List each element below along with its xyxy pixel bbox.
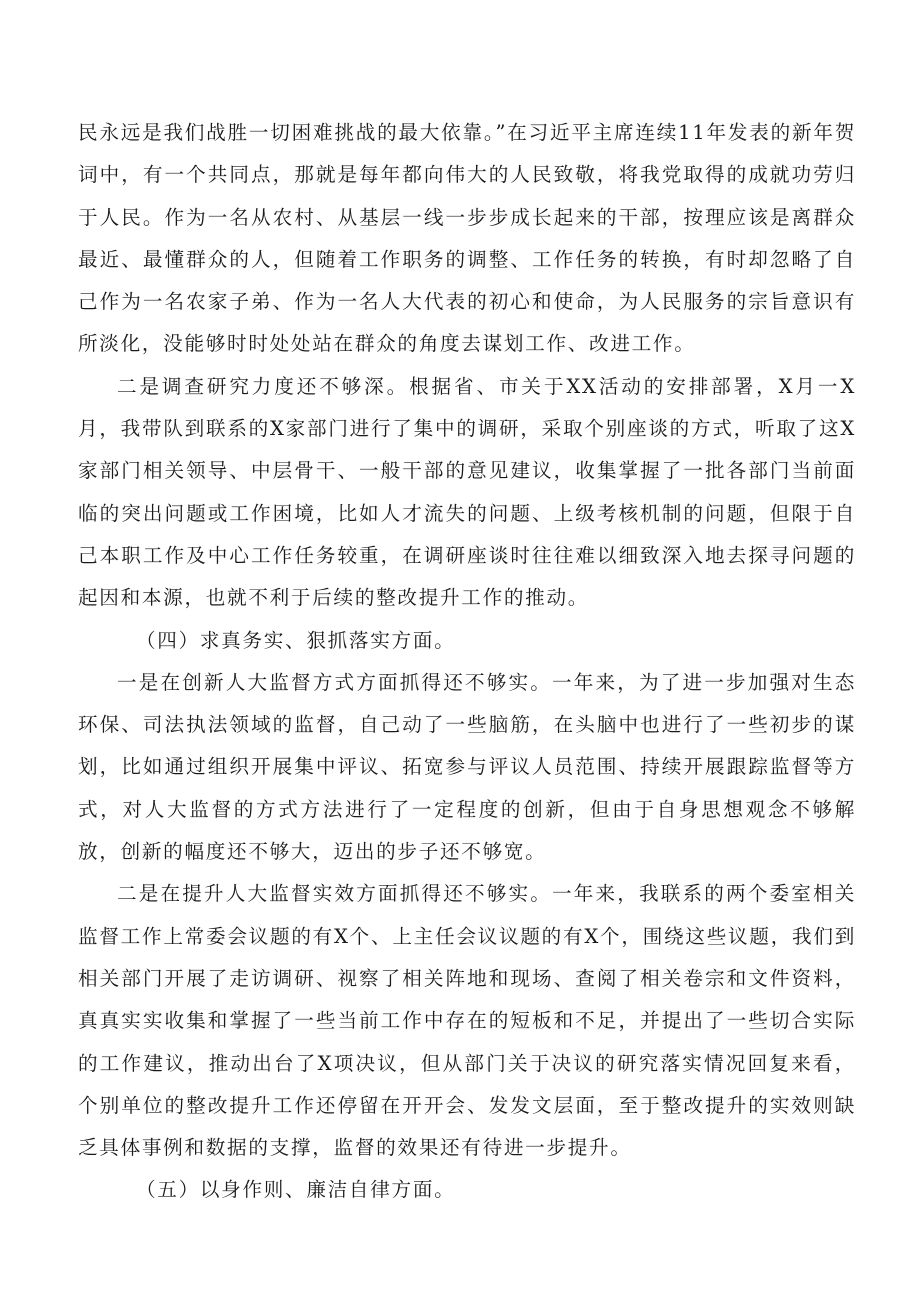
section-heading-5: （五）以身作则、廉洁自律方面。 [136, 1178, 456, 1202]
paragraph-research-depth: 二是调查研究力度还不够深。根据省、市关于XX活动的安排部署，X月一X月，我带队到联系的X家部门进行了集中的调研，采取个别座谈的方式，听取了这X家部门相关领导、中层骨干、一般干部的意见建议，收集掌握了一批各部门当前面临的突出问题或工作困境，比如人才流失的问题、上级考核机制的问题，但限于自己本职工作及中心工作任务较重，在调研座谈时往往难以细致深入地去探寻问题的起因和本源，也就不利于后续的整改提升工作的推动。 [78, 374, 857, 610]
paragraph-supervision-effectiveness: 二是在提升人大监督实效方面抓得还不够实。一年来，我联系的两个委室相关监督工作上常委会议题的有X个、上主任会议议题的有X个，围绕这些议题，我们到相关部门开展了走访调研、视察了相关阵地和现场、查阅了相关卷宗和文件资料，真真实实收集和掌握了一些当前工作中存在的短板和不足，并提出了一些切合实际的工作建议，推动出台了X项决议，但从部门关于决议的研究落实情况回复来看，个别单位的整改提升工作还停留在开开会、发发文层面，至于整改提升的实效则缺乏具体事例和数据的支撑，监督的效果还有待进一步提升。 [78, 882, 856, 1160]
paragraph-continued: 民永远是我们战胜一切困难挑战的最大依靠。”在习近平主席连续11年发表的新年贺词中，有一个共同点，那就是每年都向伟大的人民致敬，将我党取得的成就功劳归于人民。作为一名从农村、从基层一线一步步成长起来的干部，按理应该是离群众最近、最懂群众的人，但随着工作职务的调整、工作任务的转换，有时却忽略了自己作为一名农家子弟、作为一名人大代表的初心和使命，为人民服务的宗旨意识有所淡化，没能够时时处处站在群众的角度去谋划工作、改进工作。 [78, 121, 856, 356]
section-heading-4: （四）求真务实、狠抓落实方面。 [136, 628, 456, 652]
paragraph-supervision-innovation: 一是在创新人大监督方式方面抓得还不够实。一年来，为了进一步加强对生态环保、司法执法领域的监督，自己动了一些脑筋，在头脑中也进行了一些初步的谋划，比如通过组织开展集中评议、拓宽参与评议人员范围、持续开展跟踪监督等方式，对人大监督的方式方法进行了一定程度的创新，但由于自身思想观念不够解放，创新的幅度还不够大，迈出的步子还不够宽。 [78, 670, 856, 864]
document-body [78, 112, 856, 1212]
